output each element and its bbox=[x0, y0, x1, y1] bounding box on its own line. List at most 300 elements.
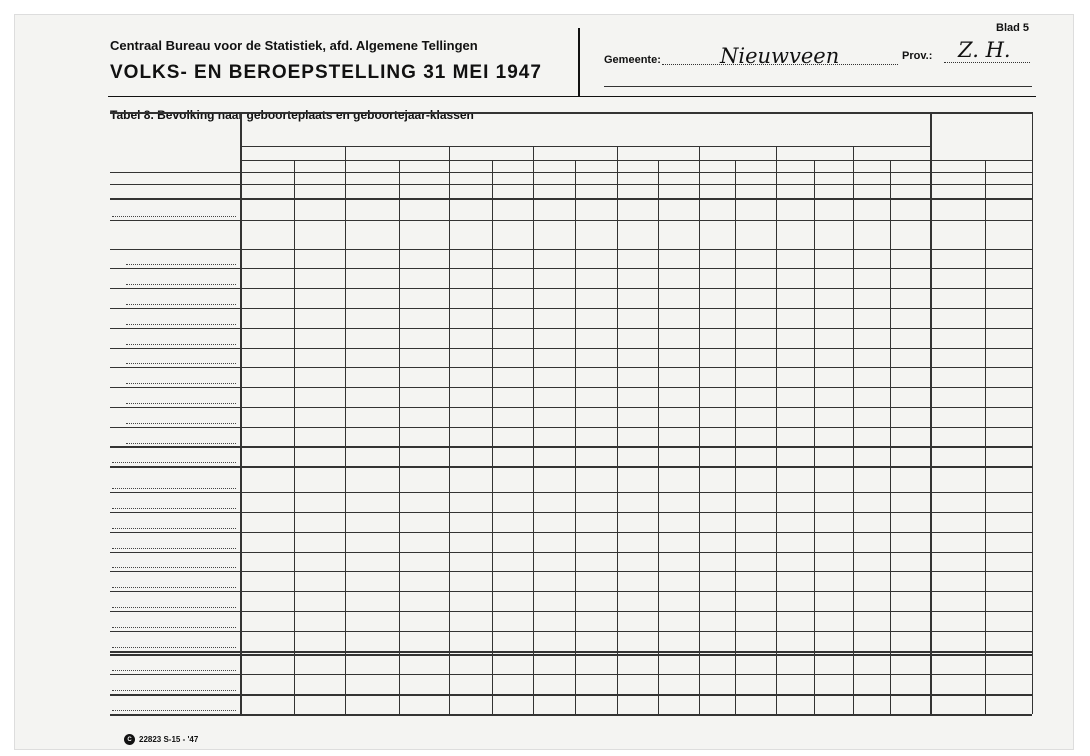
table-cell bbox=[814, 348, 853, 368]
table-cell bbox=[294, 220, 345, 249]
table-cell bbox=[345, 512, 399, 532]
column-rule bbox=[449, 146, 450, 714]
table-cell bbox=[492, 288, 533, 308]
table-cell bbox=[658, 200, 699, 220]
table-cell bbox=[492, 532, 533, 552]
table-cell bbox=[735, 348, 776, 368]
table-cell bbox=[699, 348, 734, 368]
table-cell bbox=[294, 268, 345, 288]
table-cell bbox=[890, 367, 929, 387]
table-cell bbox=[658, 308, 699, 328]
table-cell bbox=[985, 328, 1032, 348]
column-rule bbox=[735, 160, 736, 714]
table-cell bbox=[345, 249, 399, 269]
table-cell bbox=[985, 407, 1032, 427]
table-cell bbox=[814, 447, 853, 467]
table-cell bbox=[617, 655, 658, 675]
table-cell bbox=[853, 200, 890, 220]
table-cell bbox=[449, 694, 492, 714]
row-label bbox=[110, 447, 236, 467]
table-cell bbox=[985, 200, 1032, 220]
table-cell bbox=[617, 427, 658, 447]
table-cell bbox=[399, 220, 448, 249]
table-cell bbox=[985, 220, 1032, 249]
table-cell bbox=[853, 328, 890, 348]
table-cell bbox=[294, 512, 345, 532]
table-cell bbox=[735, 328, 776, 348]
table-cell bbox=[294, 674, 345, 694]
table-cell bbox=[294, 591, 345, 611]
table-cell bbox=[575, 532, 616, 552]
table-cell bbox=[399, 591, 448, 611]
table-cell bbox=[853, 532, 890, 552]
table-cell bbox=[985, 472, 1032, 492]
table-cell bbox=[492, 348, 533, 368]
table-cell bbox=[776, 472, 813, 492]
table-cell bbox=[240, 328, 294, 348]
table-cell bbox=[575, 447, 616, 467]
table-cell bbox=[814, 631, 853, 651]
table-cell bbox=[240, 492, 294, 512]
table-cell bbox=[345, 328, 399, 348]
table-cell bbox=[890, 200, 929, 220]
table-cell bbox=[658, 328, 699, 348]
table-cell bbox=[345, 591, 399, 611]
table-cell bbox=[890, 308, 929, 328]
table-cell bbox=[575, 571, 616, 591]
table-cell bbox=[699, 268, 734, 288]
leader-dots bbox=[112, 607, 236, 608]
table-cell bbox=[345, 268, 399, 288]
table-cell bbox=[449, 220, 492, 249]
table-cell bbox=[735, 591, 776, 611]
gemeente-value: Nieuwveen bbox=[720, 44, 840, 68]
table-cell bbox=[930, 694, 985, 714]
table-cell bbox=[853, 512, 890, 532]
header-bottom-rule bbox=[110, 184, 1032, 185]
table-cell bbox=[985, 387, 1032, 407]
table-cell bbox=[853, 655, 890, 675]
year-group-3 bbox=[449, 146, 534, 160]
table-cell bbox=[399, 532, 448, 552]
table-cell bbox=[492, 631, 533, 651]
table-cell bbox=[294, 694, 345, 714]
column-number bbox=[575, 172, 616, 184]
sex-label bbox=[658, 160, 699, 172]
row-header bbox=[110, 124, 240, 172]
table-cell bbox=[492, 308, 533, 328]
table-cell bbox=[776, 532, 813, 552]
table-cell bbox=[533, 427, 575, 447]
table-cell bbox=[492, 512, 533, 532]
table-cell bbox=[735, 694, 776, 714]
table-cell bbox=[449, 472, 492, 492]
row-label bbox=[110, 532, 236, 552]
row-label bbox=[110, 288, 236, 308]
table-cell bbox=[930, 655, 985, 675]
sex-label bbox=[449, 160, 492, 172]
table-cell bbox=[575, 200, 616, 220]
table-cell bbox=[853, 631, 890, 651]
table-cell bbox=[930, 591, 985, 611]
table-cell bbox=[399, 308, 448, 328]
table-cell bbox=[449, 427, 492, 447]
table-cell bbox=[814, 288, 853, 308]
table-cell bbox=[814, 367, 853, 387]
total-foreign-top-rule bbox=[110, 654, 1032, 656]
table-cell bbox=[985, 447, 1032, 467]
table-cell bbox=[699, 512, 734, 532]
table-cell bbox=[853, 447, 890, 467]
table-cell bbox=[930, 220, 985, 249]
table-cell bbox=[240, 308, 294, 328]
table-cell bbox=[699, 249, 734, 269]
sex-label bbox=[492, 160, 533, 172]
column-number bbox=[449, 172, 492, 184]
table-cell bbox=[776, 220, 813, 249]
column-number bbox=[658, 172, 699, 184]
table-cell bbox=[985, 288, 1032, 308]
year-group-4 bbox=[533, 146, 617, 160]
row-label bbox=[110, 328, 236, 348]
table-cell bbox=[533, 200, 575, 220]
office-name: Centraal Bureau voor de Statistiek, afd. Algemene Tellingen bbox=[110, 38, 478, 53]
table-cell bbox=[533, 694, 575, 714]
table-cell bbox=[776, 249, 813, 269]
table-cell bbox=[890, 427, 929, 447]
table-cell bbox=[699, 571, 734, 591]
table-cell bbox=[776, 655, 813, 675]
table-cell bbox=[345, 492, 399, 512]
table-cell bbox=[345, 367, 399, 387]
table-cell bbox=[240, 472, 294, 492]
table-cell bbox=[814, 407, 853, 427]
table-cell bbox=[814, 512, 853, 532]
table-cell bbox=[533, 288, 575, 308]
table-cell bbox=[533, 220, 575, 249]
table-cell bbox=[853, 591, 890, 611]
table-cell bbox=[449, 655, 492, 675]
table-cell bbox=[930, 611, 985, 631]
table-cell bbox=[853, 220, 890, 249]
table-cell bbox=[492, 472, 533, 492]
table-cell bbox=[575, 288, 616, 308]
table-cell bbox=[658, 288, 699, 308]
column-number bbox=[533, 172, 575, 184]
table-cell bbox=[294, 447, 345, 467]
sheet-number: Blad 5 bbox=[996, 22, 1030, 34]
table-cell bbox=[890, 631, 929, 651]
table-cell bbox=[399, 631, 448, 651]
table-cell bbox=[294, 427, 345, 447]
table-right-rule bbox=[1032, 112, 1033, 714]
row-label bbox=[110, 512, 236, 532]
table-cell bbox=[492, 328, 533, 348]
sex-label bbox=[985, 160, 1032, 172]
table-cell bbox=[658, 427, 699, 447]
table-cell bbox=[930, 552, 985, 572]
table-cell bbox=[699, 387, 734, 407]
table-cell bbox=[735, 492, 776, 512]
table-cell bbox=[930, 288, 985, 308]
table-cell bbox=[617, 288, 658, 308]
table-cell bbox=[575, 407, 616, 427]
table-cell bbox=[930, 512, 985, 532]
table-cell bbox=[985, 492, 1032, 512]
leader-dots bbox=[112, 462, 236, 463]
table-cell bbox=[575, 655, 616, 675]
table-cell bbox=[699, 591, 734, 611]
sex-label bbox=[345, 160, 399, 172]
table-cell bbox=[699, 655, 734, 675]
table-cell bbox=[240, 200, 294, 220]
table-cell bbox=[240, 591, 294, 611]
table-cell bbox=[294, 631, 345, 651]
table-cell bbox=[853, 674, 890, 694]
table-cell bbox=[492, 655, 533, 675]
table-cell bbox=[985, 427, 1032, 447]
table-cell bbox=[240, 552, 294, 572]
row-label bbox=[110, 348, 236, 368]
table-cell bbox=[492, 694, 533, 714]
table-cell bbox=[814, 492, 853, 512]
table-cell bbox=[533, 674, 575, 694]
table-cell bbox=[658, 532, 699, 552]
table-cell bbox=[449, 367, 492, 387]
leader-dots bbox=[126, 324, 236, 325]
table-cell bbox=[449, 407, 492, 427]
table-cell bbox=[575, 552, 616, 572]
table-cell bbox=[533, 407, 575, 427]
table-cell bbox=[575, 268, 616, 288]
table-cell bbox=[985, 631, 1032, 651]
table-cell bbox=[776, 674, 813, 694]
table-cell bbox=[735, 407, 776, 427]
table-cell bbox=[533, 249, 575, 269]
table-cell bbox=[617, 674, 658, 694]
table-cell bbox=[492, 427, 533, 447]
table-cell bbox=[814, 552, 853, 572]
table-cell bbox=[735, 532, 776, 552]
column-number bbox=[890, 172, 929, 184]
table-cell bbox=[449, 591, 492, 611]
total-nl-top-rule bbox=[110, 446, 1032, 448]
table-cell bbox=[985, 348, 1032, 368]
table-cell bbox=[492, 387, 533, 407]
table-cell bbox=[533, 571, 575, 591]
table-cell bbox=[575, 631, 616, 651]
table-cell bbox=[575, 427, 616, 447]
table-cell bbox=[449, 200, 492, 220]
table-cell bbox=[492, 268, 533, 288]
table-cell bbox=[658, 220, 699, 249]
table-cell bbox=[814, 591, 853, 611]
table-cell bbox=[776, 288, 813, 308]
leader-dots bbox=[126, 304, 236, 305]
table-cell bbox=[345, 308, 399, 328]
table-cell bbox=[890, 220, 929, 249]
table-cell bbox=[617, 268, 658, 288]
table-cell bbox=[533, 348, 575, 368]
table-cell bbox=[617, 407, 658, 427]
table-cell bbox=[492, 591, 533, 611]
table-cell bbox=[617, 694, 658, 714]
table-cell bbox=[735, 655, 776, 675]
table-cell bbox=[814, 655, 853, 675]
table-cell bbox=[890, 348, 929, 368]
table-cell bbox=[533, 591, 575, 611]
table-cell bbox=[930, 447, 985, 467]
table-cell bbox=[735, 367, 776, 387]
table-cell bbox=[492, 220, 533, 249]
table-cell bbox=[735, 674, 776, 694]
table-cell bbox=[699, 200, 734, 220]
row-rule bbox=[110, 466, 1032, 468]
table-cell bbox=[735, 200, 776, 220]
sex-label bbox=[814, 160, 853, 172]
table-cell bbox=[533, 631, 575, 651]
table-cell bbox=[985, 694, 1032, 714]
table-cell bbox=[399, 328, 448, 348]
table-cell bbox=[345, 288, 399, 308]
table-cell bbox=[240, 220, 294, 249]
body-top-rule bbox=[110, 198, 1032, 200]
table-cell bbox=[776, 552, 813, 572]
sex-label bbox=[853, 160, 890, 172]
sex-label bbox=[890, 160, 929, 172]
table-cell bbox=[345, 631, 399, 651]
leader-dots bbox=[112, 670, 236, 671]
table-cell bbox=[814, 571, 853, 591]
table-cell bbox=[240, 367, 294, 387]
table-cell bbox=[985, 367, 1032, 387]
table-cell bbox=[890, 591, 929, 611]
province-value: Z. H. bbox=[958, 38, 1011, 62]
table-cell bbox=[294, 552, 345, 572]
table-cell bbox=[985, 571, 1032, 591]
table-cell bbox=[699, 611, 734, 631]
table-cell bbox=[985, 532, 1032, 552]
table-cell bbox=[345, 407, 399, 427]
table-cell bbox=[240, 532, 294, 552]
table-cell bbox=[699, 694, 734, 714]
table-cell bbox=[617, 552, 658, 572]
table-cell bbox=[240, 512, 294, 532]
table-cell bbox=[776, 200, 813, 220]
table-cell bbox=[699, 532, 734, 552]
table-cell bbox=[735, 220, 776, 249]
table-cell bbox=[930, 532, 985, 552]
table-cell bbox=[492, 492, 533, 512]
leader-dots bbox=[112, 587, 236, 588]
table-cell bbox=[985, 268, 1032, 288]
table-cell bbox=[776, 492, 813, 512]
table-cell bbox=[776, 387, 813, 407]
table-cell bbox=[617, 571, 658, 591]
table-cell bbox=[294, 288, 345, 308]
table-cell bbox=[735, 288, 776, 308]
table-cell bbox=[985, 249, 1032, 269]
row-label bbox=[110, 308, 236, 328]
table-cell bbox=[617, 611, 658, 631]
table-cell bbox=[853, 472, 890, 492]
table-cell bbox=[294, 387, 345, 407]
table-cell bbox=[617, 532, 658, 552]
leader-dots bbox=[126, 363, 236, 364]
table-cell bbox=[699, 407, 734, 427]
table-cell bbox=[240, 674, 294, 694]
table-cell bbox=[776, 591, 813, 611]
row-label bbox=[110, 591, 236, 611]
table-cell bbox=[449, 268, 492, 288]
row-label bbox=[110, 694, 236, 714]
census-title: VOLKS- EN BEROEPSTELLING 31 MEI 1947 bbox=[110, 62, 542, 83]
table-cell bbox=[492, 571, 533, 591]
sex-label bbox=[735, 160, 776, 172]
table-cell bbox=[890, 532, 929, 552]
table-cell bbox=[658, 492, 699, 512]
row-rule bbox=[110, 651, 1032, 653]
column-rule bbox=[853, 146, 854, 714]
row-label bbox=[110, 674, 236, 694]
table-cell bbox=[814, 308, 853, 328]
table-cell bbox=[345, 552, 399, 572]
table-cell bbox=[449, 348, 492, 368]
table-cell bbox=[449, 288, 492, 308]
table-cell bbox=[617, 200, 658, 220]
table-cell bbox=[985, 308, 1032, 328]
table-cell bbox=[735, 552, 776, 572]
column-rule bbox=[890, 160, 891, 714]
table-cell bbox=[735, 512, 776, 532]
table-cell bbox=[399, 611, 448, 631]
leader-dots bbox=[126, 344, 236, 345]
column-number bbox=[294, 172, 345, 184]
table-cell bbox=[814, 268, 853, 288]
table-cell bbox=[345, 532, 399, 552]
table-cell bbox=[853, 268, 890, 288]
table-cell bbox=[575, 591, 616, 611]
table-cell bbox=[399, 200, 448, 220]
table-top-rule bbox=[110, 112, 1032, 114]
leader-dots bbox=[126, 403, 236, 404]
table-cell bbox=[890, 674, 929, 694]
table-cell bbox=[735, 249, 776, 269]
row-label bbox=[110, 200, 236, 220]
table-cell bbox=[814, 694, 853, 714]
table-cell bbox=[699, 427, 734, 447]
table-cell bbox=[853, 387, 890, 407]
year-group-5 bbox=[617, 146, 700, 160]
table-cell bbox=[735, 268, 776, 288]
column-rule bbox=[345, 146, 346, 714]
column-rule bbox=[814, 160, 815, 714]
table-cell bbox=[814, 328, 853, 348]
table-cell bbox=[294, 407, 345, 427]
table-cell bbox=[776, 427, 813, 447]
table-cell bbox=[240, 655, 294, 675]
column-rule bbox=[776, 146, 777, 714]
table-cell bbox=[240, 387, 294, 407]
table-cell bbox=[575, 512, 616, 532]
table-cell bbox=[617, 249, 658, 269]
row-label bbox=[110, 655, 236, 675]
row-label bbox=[110, 611, 236, 631]
table-cell bbox=[699, 492, 734, 512]
table-cell bbox=[814, 220, 853, 249]
table-cell bbox=[345, 655, 399, 675]
leader-dots bbox=[126, 443, 236, 444]
